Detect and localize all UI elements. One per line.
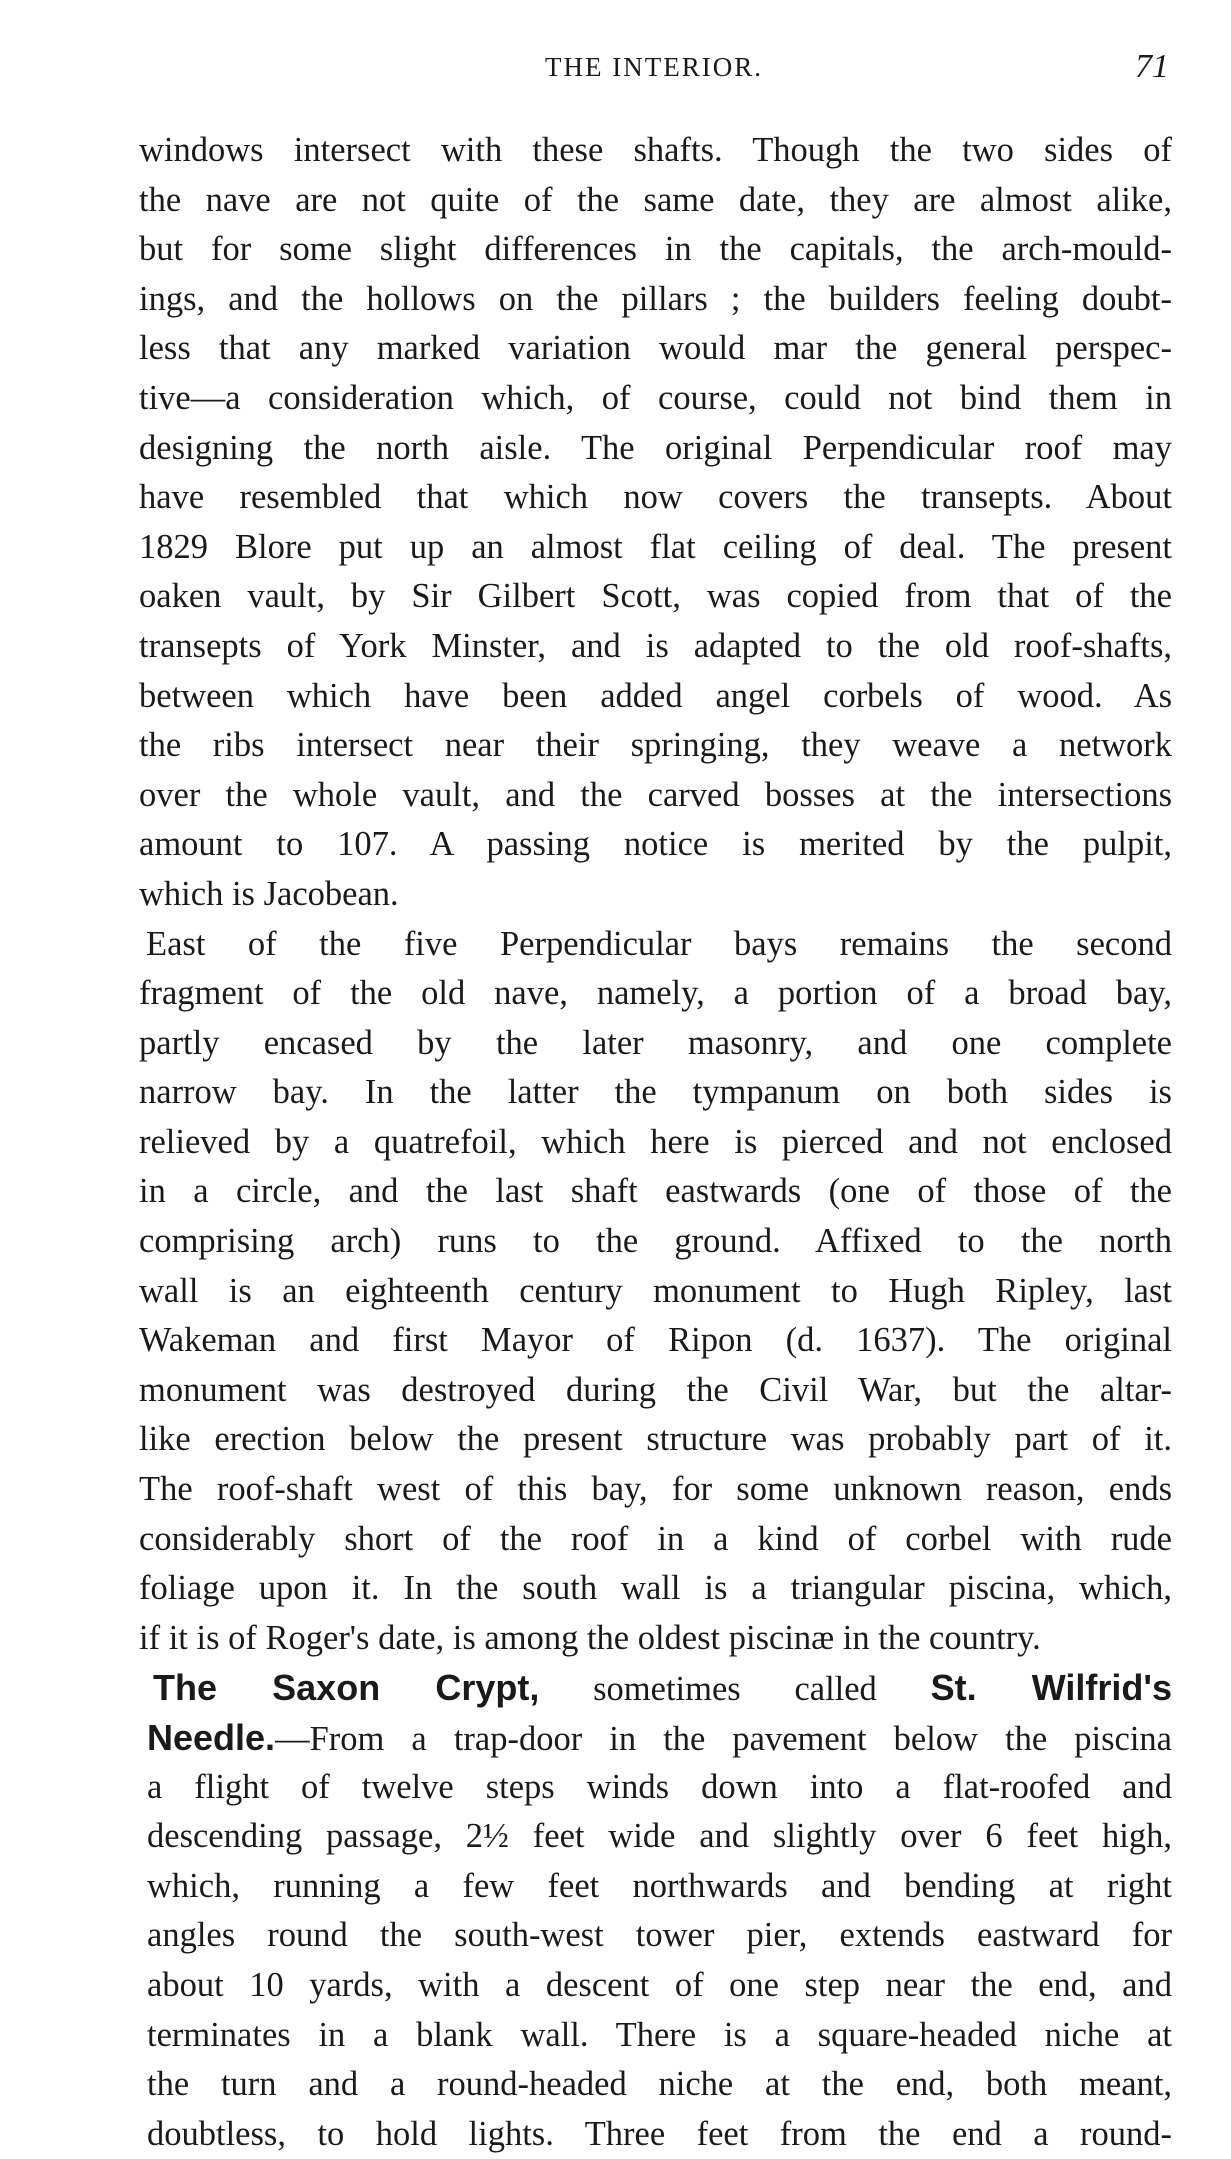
- text-line: like erection below the present structure was probably part of it.: [139, 1420, 1172, 1459]
- text-line: which, running a few feet northwards and bending at right: [147, 1866, 1172, 1905]
- text-line: tive—a consideration which, of course, could not bind them in: [139, 378, 1172, 417]
- text-line: fragment of the old nave, namely, a portion of a broad bay,: [139, 974, 1172, 1013]
- text-line: less that any marked variation would mar the general perspec-: [139, 329, 1172, 368]
- paragraph-east-bays: [139, 920, 1172, 1664]
- text-line: if it is of Roger's date, is among the oldest piscinæ in the country.: [139, 1618, 1041, 1657]
- text-line: foliage upon it. In the south wall is a triangular piscina, which,: [139, 1569, 1172, 1608]
- text-line: angles round the south-west tower pier, extends eastward for: [147, 1916, 1172, 1955]
- section-heading: Needle.: [147, 1717, 276, 1758]
- text-line: terminates in a blank wall. There is a square-headed niche at: [147, 2015, 1172, 2054]
- text-line: which is Jacobean.: [139, 874, 399, 913]
- text-line: the ribs intersect near their springing, they weave a network: [139, 726, 1172, 765]
- text-line: windows intersect with these shafts. Though the two sides of: [139, 131, 1172, 169]
- text-line: amount to 107. A passing notice is merited by the pulpit,: [139, 825, 1172, 864]
- text-line: the turn and a round-headed niche at the end, both meant,: [147, 2065, 1172, 2104]
- text-line: 1829 Blore put up an almost flat ceiling of deal. The present: [139, 527, 1172, 566]
- text-line: over the whole vault, and the carved bosses at the intersections: [139, 775, 1172, 814]
- text-line: about 10 yards, with a descent of one step near the end, and: [147, 1965, 1172, 2004]
- text-line: [139, 1663, 1172, 1713]
- text-line: designing the north aisle. The original Perpendicular roof may: [139, 428, 1172, 467]
- text-line: the nave are not quite of the same date, they are almost alike,: [139, 180, 1172, 219]
- text-line: but for some slight differences in the capitals, the arch-mould-: [139, 230, 1172, 269]
- page-body: [139, 126, 1172, 2159]
- text-line: narrow bay. In the latter the tympanum on both sides is: [139, 1073, 1172, 1112]
- text-line: oaken vault, by Sir Gilbert Scott, was copied from that of the: [139, 577, 1172, 616]
- section-heading: The Saxon Crypt,: [153, 1667, 540, 1709]
- page-number: 71: [1135, 48, 1169, 85]
- text-line: ings, and the hollows on the pillars ; the builders feeling doubt-: [139, 279, 1172, 318]
- page-header: [139, 50, 1169, 90]
- running-title: THE INTERIOR.: [545, 52, 763, 82]
- text-line: wall is an eighteenth century monument to Hugh Ripley, last: [139, 1271, 1172, 1310]
- text-line: considerably short of the roof in a kind of corbel with rude: [139, 1519, 1172, 1558]
- text-line: monument was destroyed during the Civil War, but the altar-: [139, 1370, 1172, 1409]
- text-line: have resembled that which now covers the transepts. About: [139, 478, 1172, 517]
- text-line: East of the five Perpendicular bays remains the second: [146, 924, 1172, 963]
- paragraph-nave: [139, 126, 1172, 920]
- line-text: —From a trap-door in the pavement below the piscina: [275, 1720, 1172, 1758]
- text-line: a flight of twelve steps winds down into a flat-roofed and: [147, 1767, 1172, 1806]
- text-line: in a circle, and the last shaft eastwards (one of those of the: [139, 1172, 1172, 1211]
- line-text: sometimes called: [539, 1670, 931, 1709]
- text-line: partly encased by the later masonry, and one complete: [139, 1023, 1172, 1062]
- text-line: [139, 1713, 1172, 1763]
- paragraph-saxon-crypt: [139, 1663, 1172, 2159]
- text-line: relieved by a quatrefoil, which here is pierced and not enclosed: [139, 1122, 1172, 1161]
- text-line: comprising arch) runs to the ground. Affixed to the north: [139, 1222, 1172, 1261]
- text-line: between which have been added angel corbels of wood. As: [139, 676, 1172, 715]
- text-line: Wakeman and first Mayor of Ripon (d. 1637). The original: [139, 1321, 1172, 1360]
- text-line: doubtless, to hold lights. Three feet from the end a round-: [147, 2114, 1172, 2153]
- text-line: descending passage, 2½ feet wide and slightly over 6 feet high,: [147, 1817, 1172, 1856]
- text-line: transepts of York Minster, and is adapted to the old roof-shafts,: [139, 626, 1172, 665]
- text-line: The roof-shaft west of this bay, for some unknown reason, ends: [139, 1470, 1172, 1509]
- section-heading: St. Wilfrid's: [930, 1667, 1172, 1709]
